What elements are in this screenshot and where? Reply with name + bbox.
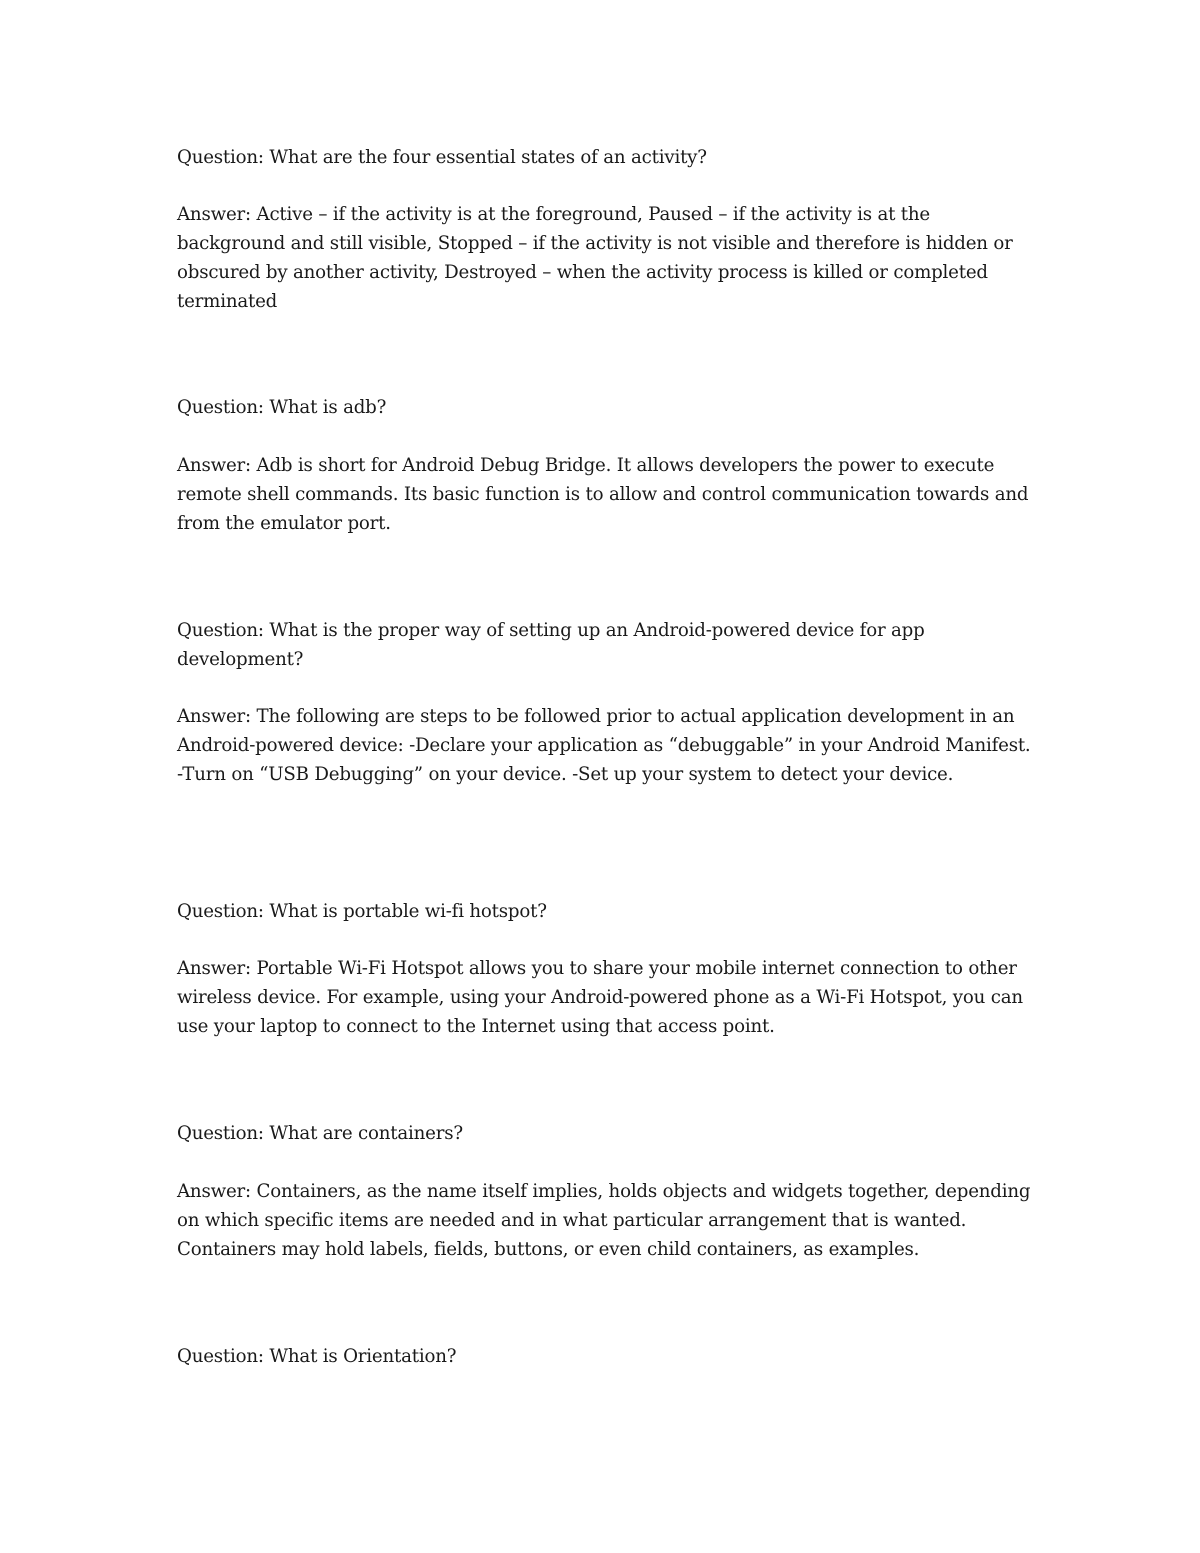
- answer-text: Answer: Active – if the activity is at the foreground, Paused – if the activity is at the background and still visible, Stopped – if the activity is not visible and therefore is hidden or obscured by another activity, Destroyed – when the activity process is killed or completed terminated: [177, 204, 1013, 312]
- answer-text: Answer: Portable Wi-Fi Hotspot allows you to share your mobile internet connection to other wireless device. For example, using your Android-powered phone as a Wi-Fi Hotspot, you can use your laptop to connect to the Internet using that access point.: [177, 958, 1023, 1037]
- answer-text: Answer: Adb is short for Android Debug Bridge. It allows developers the power to execute remote shell commands. Its basic function is to allow and control communication towards and from the emulator port.: [177, 455, 1029, 534]
- question-text: Question: What is the proper way of setting up an Android-powered device for app development?: [177, 620, 925, 670]
- question-text: Question: What are the four essential states of an activity?: [177, 147, 707, 168]
- question-text: Question: What is portable wi-fi hotspot?: [177, 901, 547, 922]
- answer-text: Answer: Containers, as the name itself implies, holds objects and widgets together, depending on which specific items are needed and in what particular arrangement that is wanted. Containers may hold labels, fields, buttons, or even child containers, as examples.: [177, 1181, 1031, 1260]
- question-text: Question: What is adb?: [177, 397, 387, 418]
- answer-text: Answer: The following are steps to be followed prior to actual application development in an Android-powered device: -Declare your application as “debuggable” in your Android Manifest. -Turn on “USB Debugging” on your device. -Set up your system to detect your device.: [177, 706, 1031, 785]
- question-text: Question: What are containers?: [177, 1123, 463, 1144]
- question-text: Question: What is Orientation?: [177, 1346, 457, 1367]
